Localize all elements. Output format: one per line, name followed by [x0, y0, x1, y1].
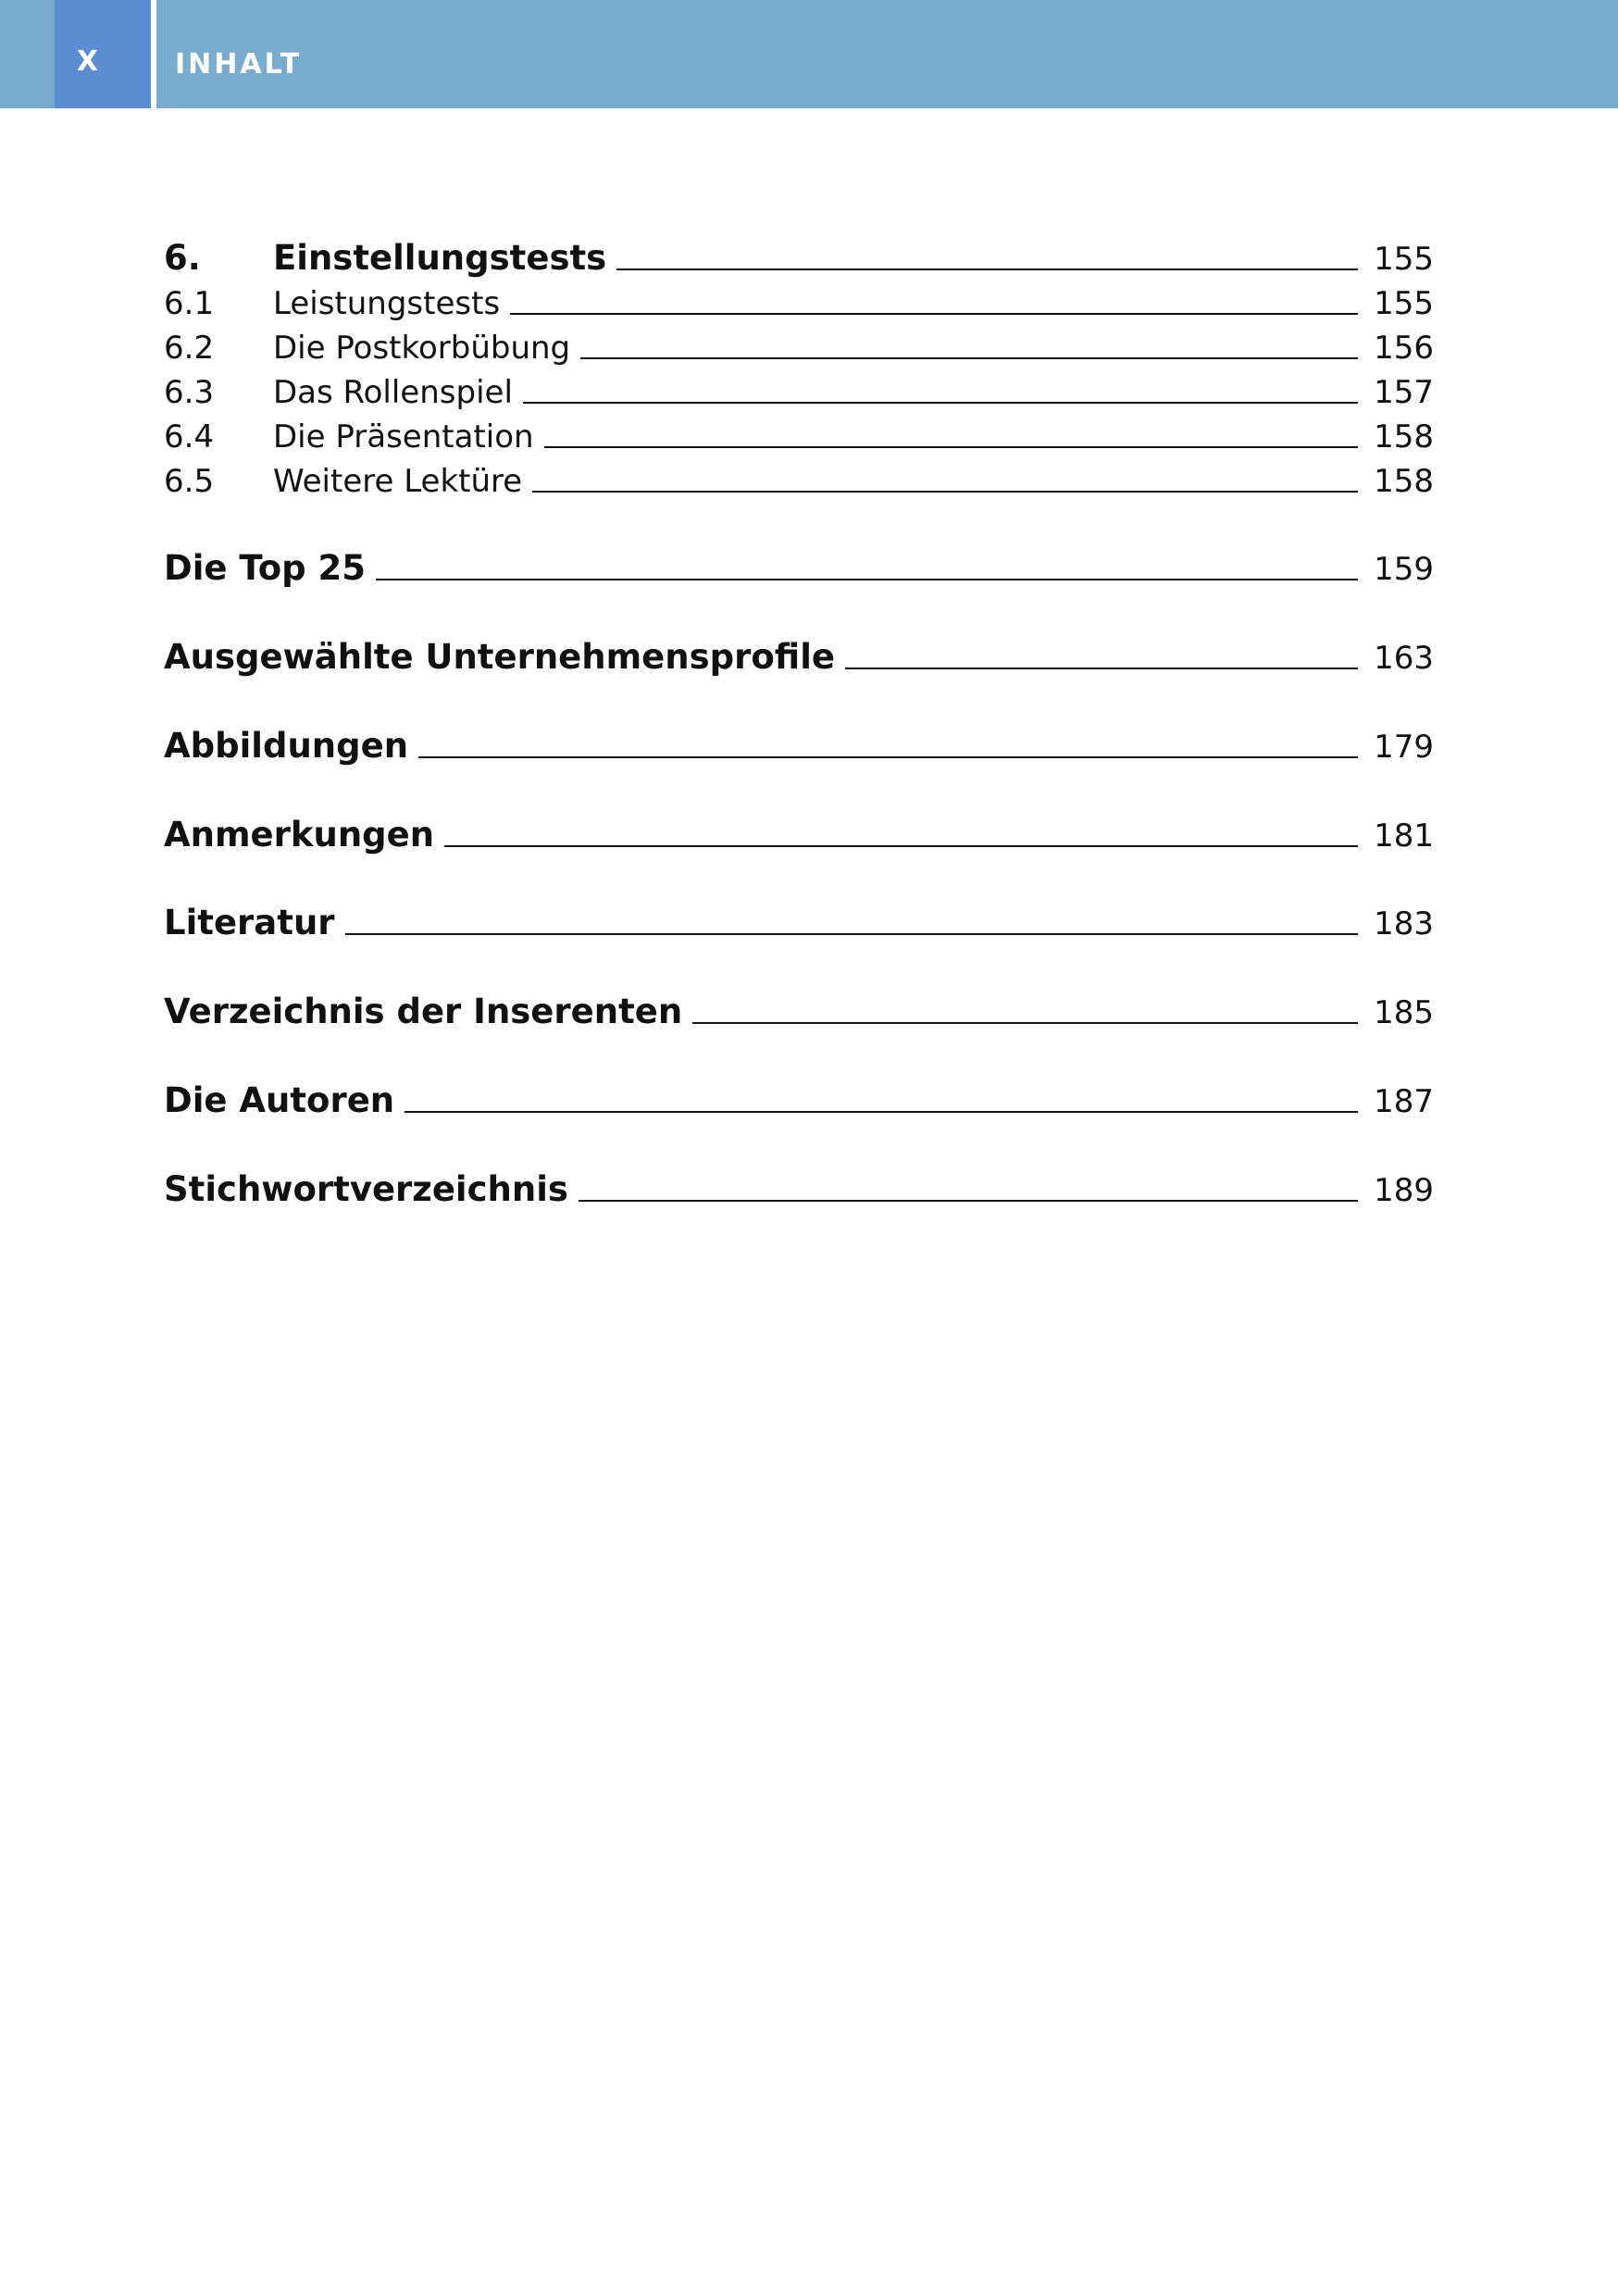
toc-leader-line: [616, 268, 1358, 270]
toc-entry-abbildungen[interactable]: [164, 718, 1434, 766]
toc-entry-title: Weitere Lektüre: [273, 463, 523, 500]
toc-entry-number: 6.1: [164, 285, 215, 322]
toc-entry-page: 185: [1374, 994, 1434, 1031]
section-title: INHALT: [175, 48, 303, 81]
toc-leader-line: [376, 579, 1358, 580]
toc-entry-title: Anmerkungen: [164, 815, 435, 855]
toc-entry-anmerkungen[interactable]: [164, 807, 1434, 855]
toc-entry-title: Einstellungstests: [273, 238, 607, 278]
toc-entry-number: 6.5: [164, 463, 215, 500]
toc-entry-title: Stichwortverzeichnis: [164, 1169, 568, 1209]
toc-leader-line: [345, 933, 1358, 935]
toc-leader-line: [580, 357, 1358, 359]
toc-leader-line: [579, 1200, 1358, 1202]
toc-leader-line: [544, 446, 1358, 448]
header-divider: [151, 0, 156, 108]
toc-entry-title: Verzeichnis der Inserenten: [164, 992, 683, 1031]
toc-entry-title: Das Rollenspiel: [273, 374, 513, 411]
toc-entry-title: Die Präsentation: [273, 418, 534, 455]
toc-leader-line: [523, 402, 1358, 404]
toc-entry-page: 189: [1374, 1172, 1434, 1209]
toc-entry-page: 183: [1374, 905, 1434, 942]
toc-entry-inserenten[interactable]: [164, 984, 1434, 1029]
toc-entry-6-2[interactable]: [164, 319, 1434, 367]
toc-entry-page: 179: [1374, 729, 1434, 766]
toc-entry-number: 6.: [164, 238, 201, 278]
toc-leader-line: [510, 313, 1358, 315]
toc-entry-title: Ausgewählte Unternehmensprofile: [164, 637, 835, 677]
toc-entry-chapter-6[interactable]: [164, 231, 1434, 278]
toc-entry-title: Abbildungen: [164, 726, 409, 766]
toc-entry-page: 157: [1374, 374, 1434, 411]
toc-entry-title: Literatur: [164, 903, 335, 942]
toc-entry-page: 181: [1374, 817, 1434, 855]
toc-entry-page: 155: [1374, 285, 1434, 322]
toc-entry-page: 187: [1374, 1083, 1434, 1120]
toc-entry-title: Die Top 25: [164, 548, 366, 588]
toc-leader-line: [404, 1111, 1358, 1113]
toc-entry-page: 158: [1374, 463, 1434, 500]
toc-entry-literatur[interactable]: [164, 895, 1434, 940]
toc-entry-page: 156: [1374, 330, 1434, 367]
toc-entry-number: 6.3: [164, 374, 215, 411]
toc-entry-6-5[interactable]: [164, 453, 1434, 500]
toc-entry-page: 159: [1374, 551, 1434, 588]
toc-leader-line: [532, 491, 1358, 493]
toc-entry-number: 6.4: [164, 418, 215, 455]
running-header: [0, 0, 1618, 108]
toc-leader-line: [692, 1022, 1358, 1024]
toc-entry-stichwortverzeichnis[interactable]: [164, 1162, 1434, 1209]
toc-entry-title: Leistungstests: [273, 285, 501, 322]
toc-entry-die-top-25[interactable]: [164, 541, 1434, 588]
toc-entry-page: 158: [1374, 418, 1434, 455]
toc-entry-6-1[interactable]: [164, 275, 1434, 322]
toc-entry-autoren[interactable]: [164, 1073, 1434, 1120]
toc-leader-line: [418, 756, 1358, 758]
toc-leader-line: [845, 668, 1358, 669]
toc-entry-unternehmensprofile[interactable]: [164, 630, 1434, 677]
toc-entry-6-4[interactable]: [164, 408, 1434, 453]
toc-entry-page: 155: [1374, 241, 1434, 278]
toc-entry-page: 163: [1374, 640, 1434, 677]
page-number: X: [76, 45, 99, 78]
toc-leader-line: [444, 845, 1358, 847]
toc-entry-6-3[interactable]: [164, 364, 1434, 411]
toc-entry-title: Die Postkorbübung: [273, 330, 571, 367]
toc-entry-title: Die Autoren: [164, 1080, 395, 1120]
toc-entry-number: 6.2: [164, 330, 215, 367]
